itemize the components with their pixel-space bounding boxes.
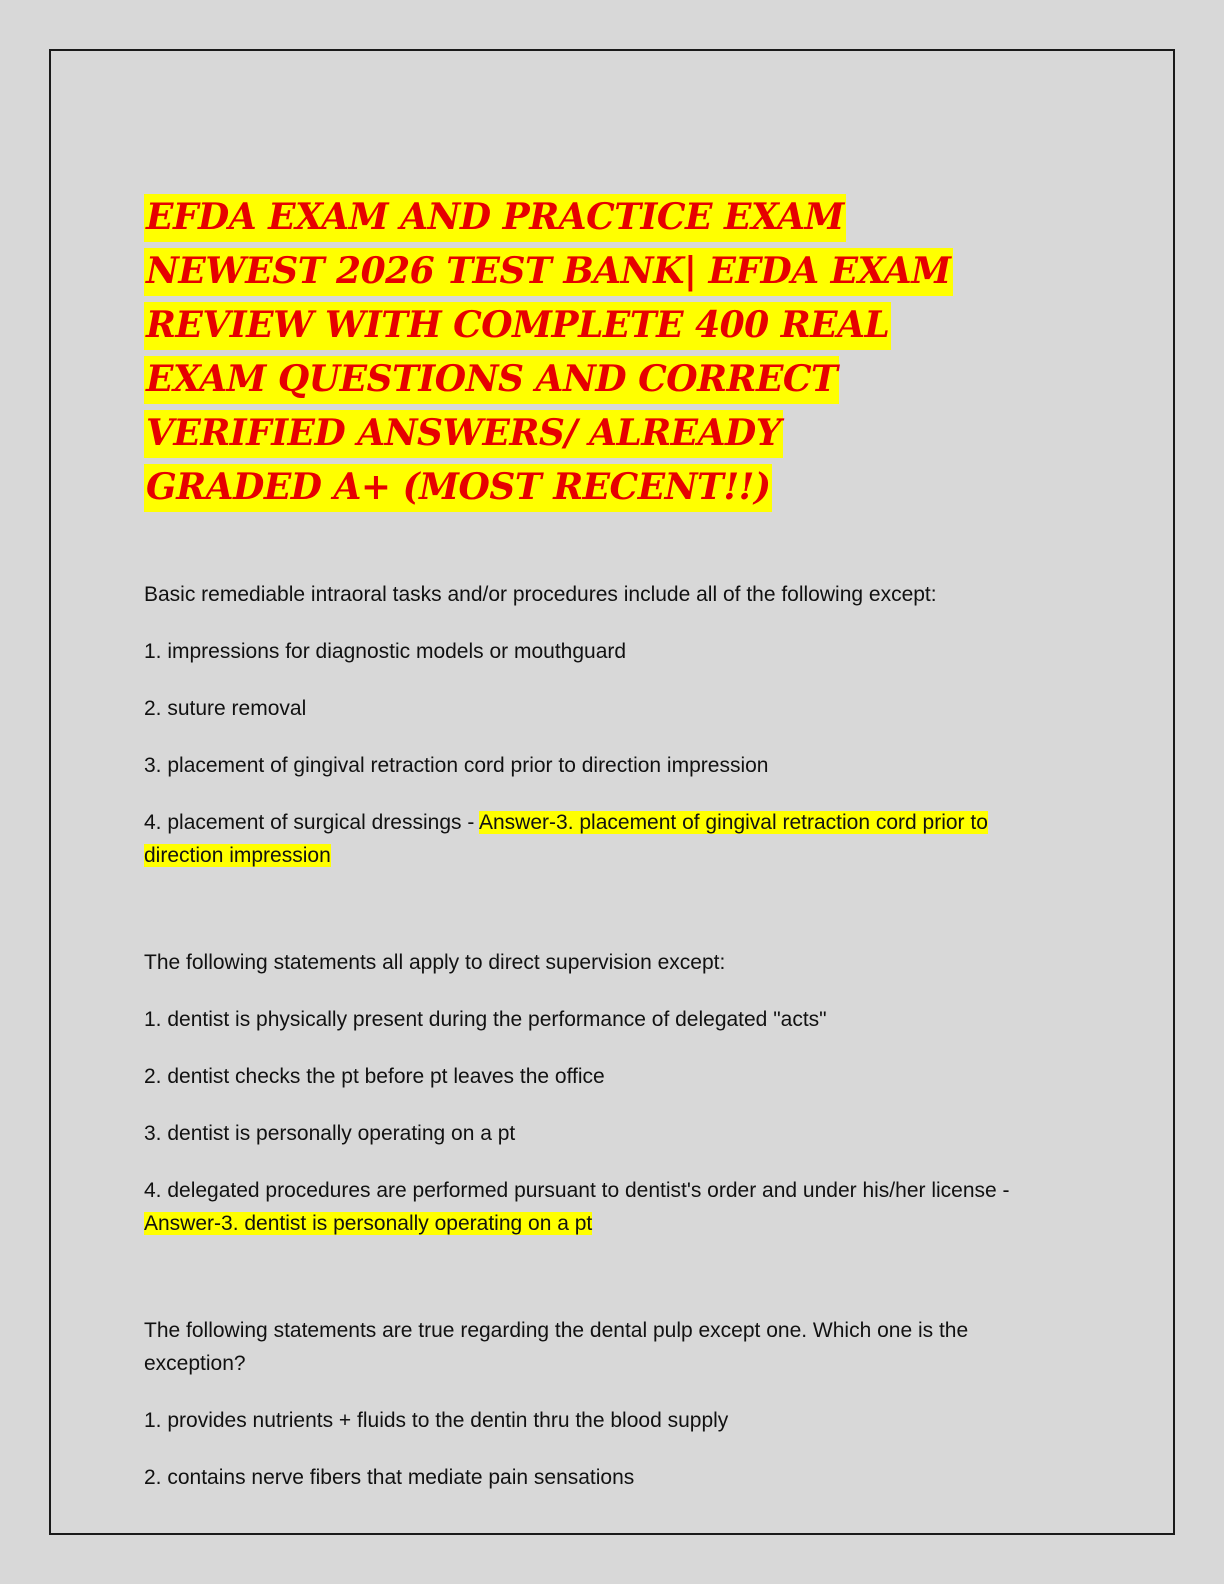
- question-option: 4. delegated procedures are performed pursuant to dentist's order and under his/her license -: [144, 1179, 1010, 1202]
- question-option: 2. contains nerve fibers that mediate pain sensations: [144, 1466, 635, 1489]
- question-option-with-answer: [144, 1174, 1064, 1240]
- question-option: 1. impressions for diagnostic models or mouthguard: [144, 640, 627, 663]
- title-line: REVIEW WITH COMPLETE 400 REAL: [146, 304, 890, 346]
- question-option: 2. suture removal: [144, 697, 307, 720]
- answer-highlight: Answer-3. placement of gingival retraction cord prior to direction impression: [144, 811, 988, 867]
- question-option: 1. dentist is physically present during the performance of delegated "acts": [144, 1008, 827, 1031]
- document-title: [144, 190, 1104, 514]
- title-line: EXAM QUESTIONS AND CORRECT: [146, 358, 838, 400]
- title-line: GRADED A+ (MOST RECENT!!): [146, 466, 771, 508]
- question-list: [144, 578, 1064, 1568]
- title-line: VERIFIED ANSWERS/ ALREADY: [146, 412, 781, 454]
- question-block: [144, 946, 1064, 1240]
- title-line: EFDA EXAM AND PRACTICE EXAM: [146, 196, 844, 238]
- question-prompt: The following statements all apply to direct supervision except:: [144, 951, 726, 974]
- question-option-with-answer: [144, 806, 1064, 872]
- title-line: NEWEST 2026 TEST BANK| EFDA EXAM: [146, 250, 951, 292]
- question-block: [144, 1314, 1064, 1494]
- question-option: 3. dentist is personally operating on a pt: [144, 1122, 516, 1145]
- question-prompt: Basic remediable intraoral tasks and/or procedures include all of the following except:: [144, 583, 937, 606]
- question-option: 1. provides nutrients + fluids to the dentin thru the blood supply: [144, 1409, 729, 1432]
- question-block: [144, 578, 1064, 872]
- answer-highlight: Answer-3. dentist is personally operating on a pt: [144, 1212, 593, 1235]
- question-option: 3. placement of gingival retraction cord prior to direction impression: [144, 754, 769, 777]
- question-prompt: The following statements are true regarding the dental pulp except one. Which one is the exception?: [144, 1319, 969, 1375]
- question-option: 2. dentist checks the pt before pt leaves the office: [144, 1065, 605, 1088]
- question-option: 4. placement of surgical dressings -: [144, 811, 479, 834]
